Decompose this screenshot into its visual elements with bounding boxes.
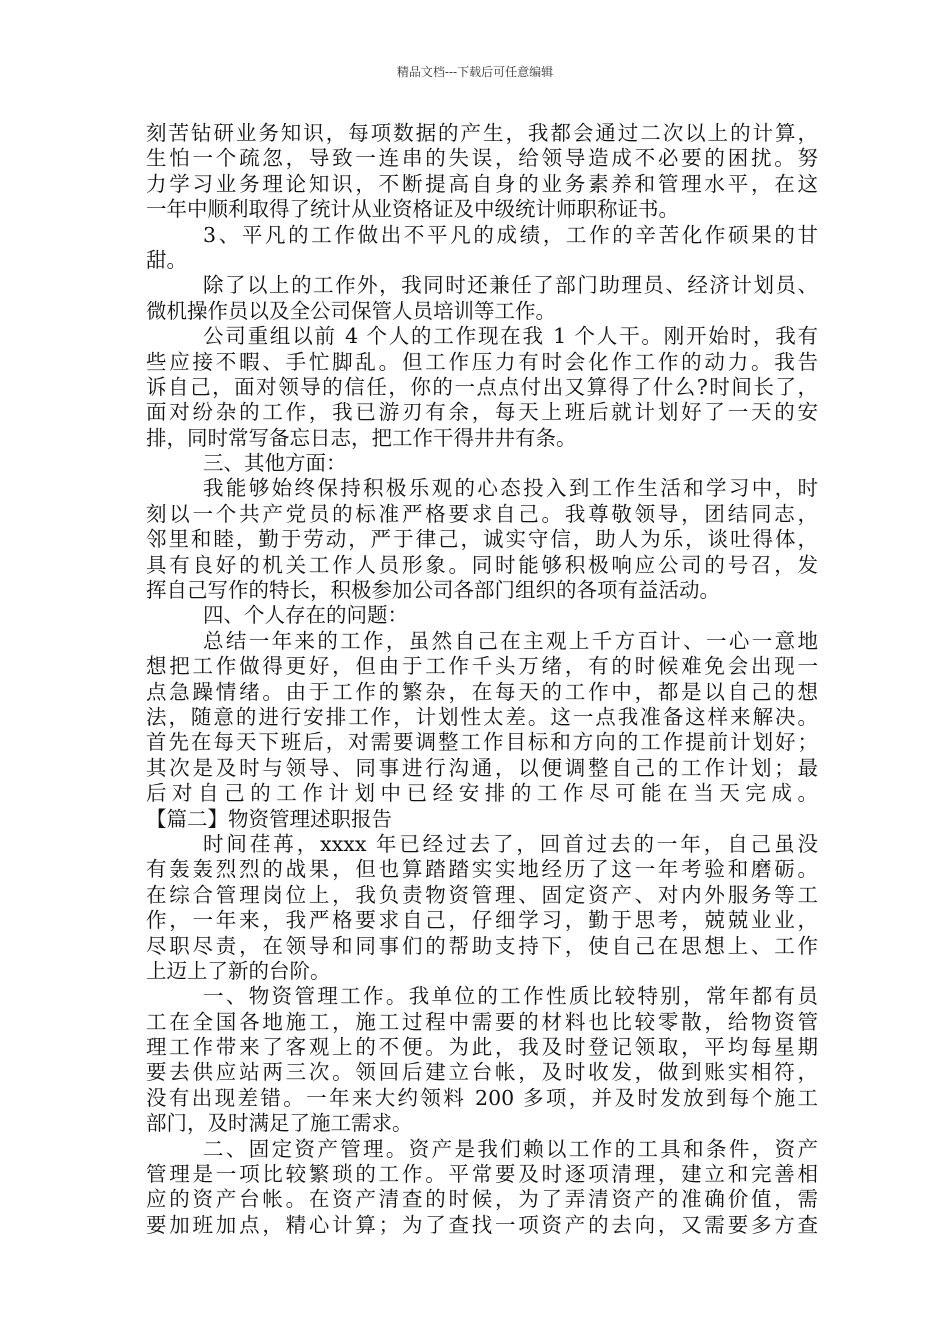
text-line: 要加班加点，精心计算；为了查找一项资产的去向，又需要多方查 bbox=[146, 1212, 818, 1237]
text-line: 要去供应站两三次。领回后建立台帐，及时收发，做到账实相符， bbox=[146, 1060, 818, 1085]
text-line: 后对自己的工作计划中已经安排的工作尽可能在当天完成。 bbox=[146, 781, 818, 806]
text-line: 除了以上的工作外，我同时还兼任了部门助理员、经济计划员、 bbox=[203, 273, 818, 298]
text-line: 有轰轰烈烈的战果，但也算踏踏实实地经历了这一年考验和磨砺。 bbox=[146, 857, 818, 882]
text-line: 一年中顺利取得了统计从业资格证及中级统计师职称证书。 bbox=[146, 197, 679, 222]
text-line: 面对纷杂的工作，我已游刃有余，每天上班后就计划好了一天的安 bbox=[146, 400, 818, 425]
document-body bbox=[146, 121, 818, 1238]
text-line: 总结一年来的工作，虽然自己在主观上千方百计、一心一意地 bbox=[203, 628, 818, 653]
text-line: 尽职尽责，在领导和同事们的帮助支持下，使自己在思想上、工作 bbox=[146, 933, 818, 958]
text-line: 工在全国各地施工，施工过程中需要的材料也比较零散，给物资管 bbox=[146, 1009, 818, 1034]
text-line: 三、其他方面： bbox=[203, 451, 347, 476]
text-line: 刻以一个共产党员的标准严格要求自己。我尊敬领导，团结同志， bbox=[146, 501, 818, 526]
text-line: 一、物资管理工作。我单位的工作性质比较特别，常年都有员 bbox=[203, 984, 818, 1009]
text-line: 二、固定资产管理。资产是我们赖以工作的工具和条件，资产 bbox=[203, 1136, 818, 1161]
text-line: 点急躁情绪。由于工作的繁杂，在每天的工作中，都是以自己的想 bbox=[146, 679, 818, 704]
text-line: 应的资产台帐。在资产清查的时候，为了弄清资产的准确价值，需 bbox=[146, 1187, 818, 1212]
text-line: 没有出现差错。一年来大约领料 200 多项，并及时发放到每个施工 bbox=[146, 1085, 818, 1110]
text-line: 其次是及时与领导、同事进行沟通，以便调整自己的工作计划；最 bbox=[146, 755, 818, 780]
text-line: 力学习业务理论知识，不断提高自身的业务素养和管理水平，在这 bbox=[146, 171, 818, 196]
text-line: 挥自己写作的特长，积极参加公司各部门组织的各项有益活动。 bbox=[146, 578, 720, 603]
text-line: 我能够始终保持积极乐观的心态投入到工作生活和学习中，时 bbox=[203, 476, 818, 501]
text-line: 诉自己，面对领导的信任，你的一点点付出又算得了什么?时间长了， bbox=[146, 374, 818, 399]
text-line: 生怕一个疏忽，导致一连串的失误，给领导造成不必要的困扰。努 bbox=[146, 146, 818, 171]
text-line: 四、个人存在的问题： bbox=[203, 603, 408, 628]
text-line: 排，同时常写备忘日志，把工作干得井井有条。 bbox=[146, 425, 577, 450]
text-line: 部门，及时满足了施工需求。 bbox=[146, 1111, 413, 1136]
text-line: 【篇二】物资管理述职报告 bbox=[146, 806, 392, 831]
text-line: 作，一年来，我严格要求自己，仔细学习，勤于思考，兢兢业业， bbox=[146, 908, 818, 933]
text-line: 甜。 bbox=[146, 247, 187, 272]
text-line: 首先在每天下班后，对需要调整工作目标和方向的工作提前计划好； bbox=[146, 730, 818, 755]
text-line: 具有良好的机关工作人员形象。同时能够积极响应公司的号召，发 bbox=[146, 552, 818, 577]
text-line: 微机操作员以及全公司保管人员培训等工作。 bbox=[146, 298, 556, 323]
text-line: 想把工作做得更好，但由于工作千头万绪，有的时候难免会出现一 bbox=[146, 654, 818, 679]
text-line: 3、平凡的工作做出不平凡的成绩，工作的辛苦化作硕果的甘 bbox=[203, 222, 818, 247]
text-line: 邻里和睦，勤于劳动，严于律己，诚实守信，助人为乐，谈吐得体， bbox=[146, 527, 818, 552]
text-line: 上迈上了新的台阶。 bbox=[146, 958, 331, 983]
text-line: 些应接不暇、手忙脚乱。但工作压力有时会化作工作的动力。我告 bbox=[146, 349, 818, 374]
text-line: 时间荏苒，xxxx 年已经过去了，回首过去的一年，自己虽没 bbox=[203, 831, 818, 856]
text-line: 刻苦钻研业务知识，每项数据的产生，我都会通过二次以上的计算， bbox=[146, 121, 818, 145]
text-line: 公司重组以前 4 个人的工作现在我 1 个人干。刚开始时，我有 bbox=[203, 324, 818, 349]
text-line: 理工作带来了客观上的不便。为此，我及时登记领取，平均每星期 bbox=[146, 1035, 818, 1060]
text-line: 法，随意的进行安排工作，计划性太差。这一点我准备这样来解决。 bbox=[146, 704, 818, 729]
text-line: 在综合管理岗位上，我负责物资管理、固定资产、对内外服务等工 bbox=[146, 882, 818, 907]
page-header: 精品文档---下载后可任意编辑 bbox=[396, 65, 554, 79]
text-line: 管理是一项比较繁琐的工作。平常要及时逐项清理，建立和完善相 bbox=[146, 1162, 818, 1187]
